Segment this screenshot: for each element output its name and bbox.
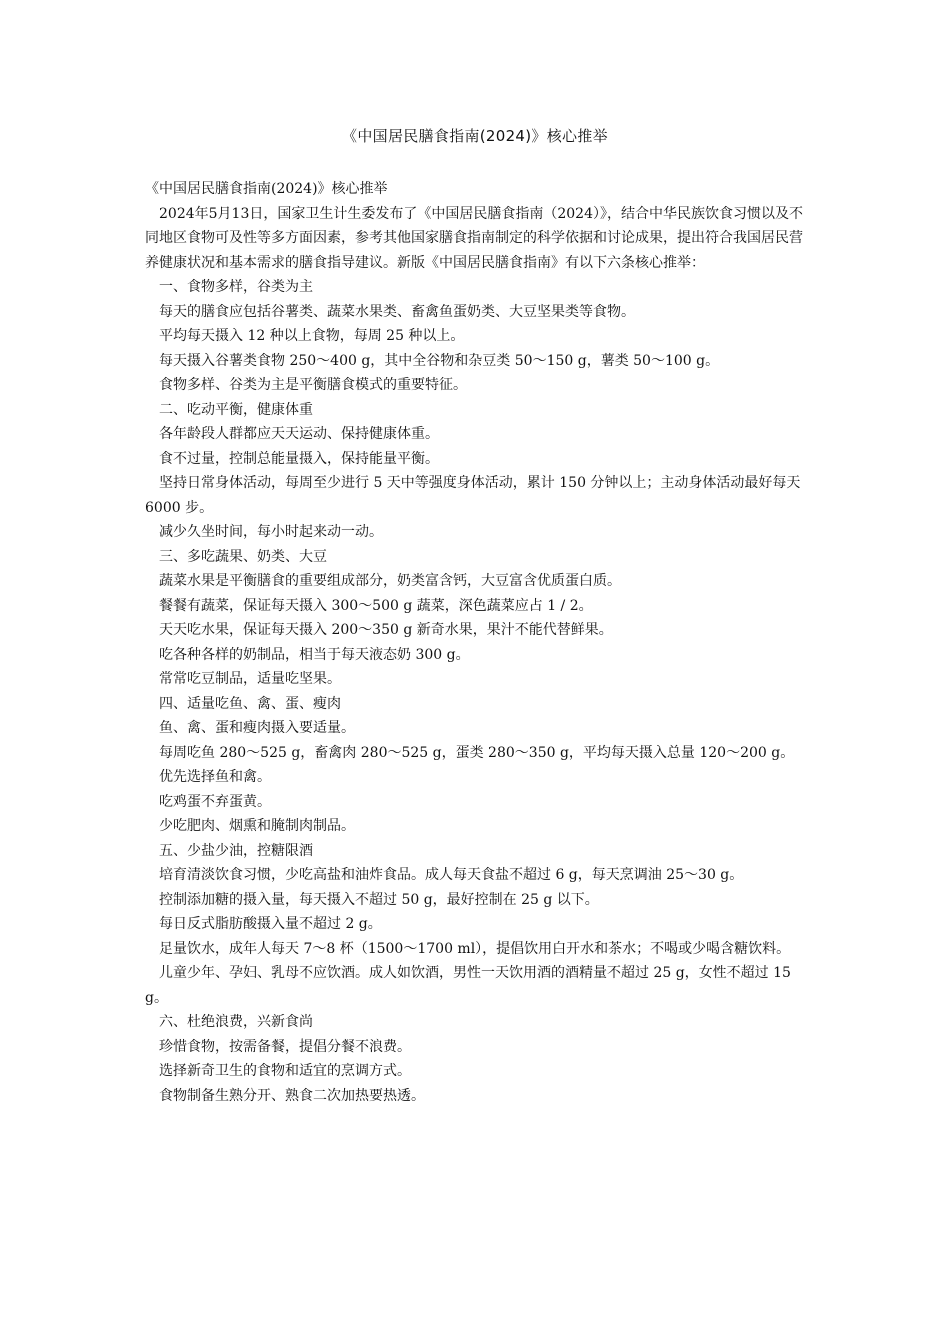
- body-paragraph: 食物多样、谷类为主是平衡膳食模式的重要特征。: [159, 377, 467, 393]
- body-paragraph: 鱼、禽、蛋和瘦肉摄入要适量。: [159, 720, 355, 736]
- document-title: 《中国居民膳食指南(2024)》核心推举: [342, 127, 608, 145]
- subtitle-paragraph: 《中国居民膳食指南(2024)》核心推举: [145, 181, 388, 197]
- body-paragraph: 蔬菜水果是平衡膳食的重要组成部分，奶类富含钙，大豆富含优质蛋白质。: [159, 573, 621, 589]
- body-paragraph: 吃鸡蛋不弃蛋黄。: [159, 793, 271, 810]
- body-paragraph: 常常吃豆制品，适量吃坚果。: [159, 671, 341, 687]
- body-paragraph: 吃各种各样的奶制品，相当于每天液态奶 300 g。: [159, 646, 470, 663]
- body-paragraph: 天天吃水果，保证每天摄入 200～350 g 新奇水果，果汁不能代替鲜果。: [159, 622, 613, 638]
- section-heading-4: 四、适量吃鱼、禽、蛋、瘦肉: [159, 695, 341, 712]
- body-paragraph: 食不过量，控制总能量摄入，保持能量平衡。: [159, 450, 439, 467]
- document-body: [145, 177, 807, 1108]
- body-paragraph: 选择新奇卫生的食物和适宜的烹调方式。: [159, 1063, 411, 1079]
- body-paragraph: 儿童少年、孕妇、乳母不应饮酒。成人如饮酒，男性一天饮用酒的酒精量不超过 25 g，女性不超过 15 g。: [145, 965, 791, 1006]
- body-paragraph: 少吃肥肉、烟熏和腌制肉制品。: [159, 818, 355, 834]
- body-paragraph: 优先选择鱼和禽。: [159, 769, 271, 785]
- body-paragraph: 每天的膳食应包括谷薯类、蔬菜水果类、畜禽鱼蛋奶类、大豆坚果类等食物。: [159, 303, 635, 320]
- body-paragraph: 培育清淡饮食习惯，少吃高盐和油炸食品。成人每天食盐不超过 6 g，每天烹调油 25～30 g。: [159, 867, 744, 883]
- section-heading-2: 二、吃动平衡，健康体重: [159, 401, 313, 418]
- body-paragraph: 减少久坐时间，每小时起来动一动。: [159, 524, 383, 540]
- section-heading-6: 六、杜绝浪费，兴新食尚: [159, 1014, 313, 1030]
- section-heading-3: 三、多吃蔬果、奶类、大豆: [159, 548, 327, 565]
- section-heading-5: 五、少盐少油，控糖限酒: [159, 842, 313, 859]
- body-paragraph: 控制添加糖的摄入量，每天摄入不超过 50 g，最好控制在 25 g 以下。: [159, 891, 599, 908]
- body-paragraph: 每天摄入谷薯类食物 250～400 g，其中全谷物和杂豆类 50～150 g，薯类 50～100 g。: [159, 352, 720, 369]
- body-paragraph: 坚持日常身体活动，每周至少进行 5 天中等强度身体活动，累计 150 分钟以上；主动身体活动最好每天 6000 步。: [145, 475, 801, 516]
- body-paragraph: 珍惜食物，按需备餐，提倡分餐不浪费。: [159, 1038, 411, 1055]
- section-heading-1: 一、食物多样，谷类为主: [159, 279, 313, 295]
- body-paragraph: 餐餐有蔬菜，保证每天摄入 300～500 g 蔬菜，深色蔬菜应占 1 / 2。: [159, 597, 593, 614]
- body-paragraph: 各年龄段人群都应天天运动、保持健康体重。: [159, 426, 439, 442]
- intro-paragraph: 2024年5月13日，国家卫生计生委发布了《中国居民膳食指南（2024）》，结合中华民族饮食习惯以及不同地区食物可及性等多方面因素，参考其他国家膳食指南制定的科学依据和讨论成果，提出符合我国居民营养健康状况和基本需求的膳食指导建议。新版《中国居民膳食指南》有以下六条核心推举：: [145, 205, 803, 271]
- body-paragraph: 平均每天摄入 12 种以上食物，每周 25 种以上。: [159, 328, 465, 344]
- body-paragraph: 足量饮水，成年人每天 7～8 杯（1500～1700 ml），提倡饮用白开水和茶水；不喝或少喝含糖饮料。: [159, 940, 791, 957]
- body-paragraph: 每周吃鱼 280～525 g，畜禽肉 280～525 g，蛋类 280～350 g，平均每天摄入总量 120～200 g。: [159, 744, 795, 761]
- body-paragraph: 食物制备生熟分开、熟食二次加热要热透。: [159, 1087, 425, 1104]
- body-paragraph: 每日反式脂肪酸摄入量不超过 2 g。: [159, 916, 382, 932]
